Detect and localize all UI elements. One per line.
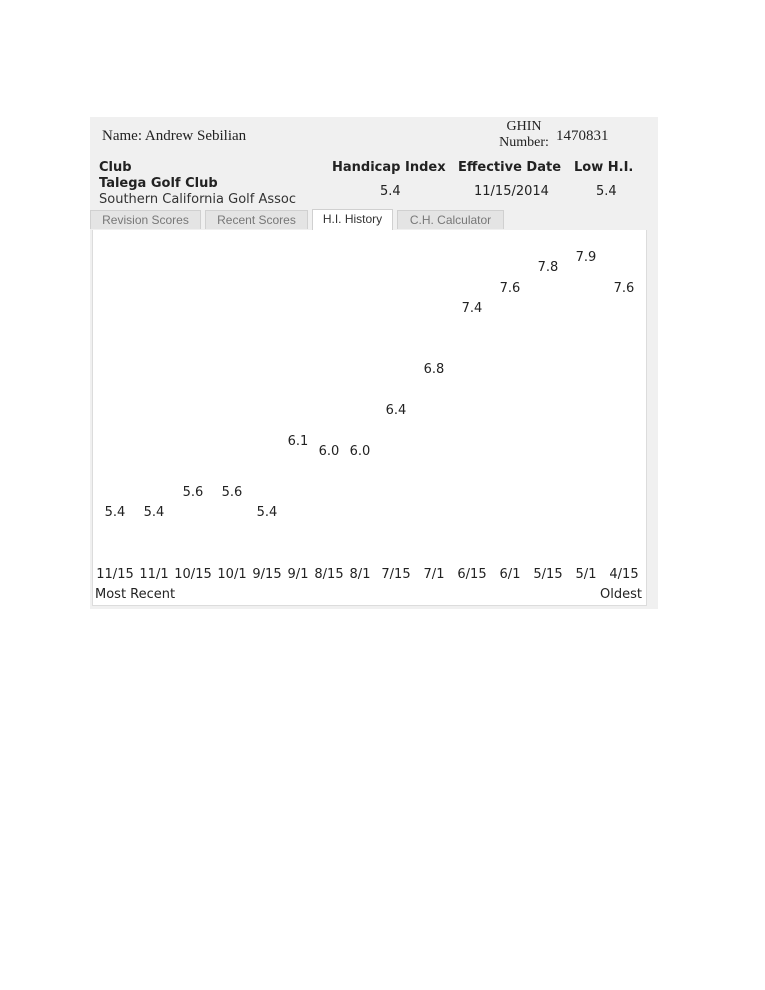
club-name: Talega Golf Club (99, 176, 218, 191)
hi-value-point: 7.4 (461, 301, 483, 316)
hi-value-point: 5.6 (182, 484, 204, 500)
tab-revision-scores[interactable]: Revision Scores (90, 210, 201, 229)
ghin-label (494, 119, 554, 151)
date-label: 7/1 (423, 567, 445, 582)
handicap-panel (90, 117, 658, 609)
low-hi-header: Low H.I. (574, 160, 634, 175)
handicap-index-value: 5.4 (380, 184, 401, 199)
date-label: 9/1 (287, 567, 309, 582)
hi-value-point: 5.4 (256, 505, 278, 520)
hi-value-point: 7.6 (499, 280, 521, 296)
tab-bar (90, 210, 658, 230)
ghin-label-line1: GHIN (506, 119, 542, 134)
date-label: 11/15 (96, 567, 134, 582)
ghin-label-line2: Number: (499, 135, 549, 150)
date-label: 5/15 (533, 567, 563, 582)
date-label: 5/1 (575, 567, 597, 582)
date-label: 10/15 (174, 567, 212, 582)
low-hi-value: 5.4 (596, 184, 617, 199)
date-label: 8/1 (349, 567, 371, 582)
association-name: Southern California Golf Assoc (99, 192, 297, 207)
date-label: 10/1 (217, 567, 247, 582)
date-label: 4/15 (609, 567, 639, 582)
date-label: 7/15 (381, 567, 411, 582)
club-header: Club (99, 160, 132, 175)
hi-value-point: 6.1 (287, 433, 309, 449)
hi-value-point: 6.4 (385, 403, 407, 418)
hi-value-point: 6.0 (349, 443, 371, 459)
date-label: 11/1 (139, 567, 169, 582)
hi-value-point: 5.6 (221, 484, 243, 500)
most-recent-caption: Most Recent (95, 587, 176, 602)
hi-value-point: 7.9 (575, 250, 597, 265)
date-label: 9/15 (252, 567, 282, 582)
player-name-row (102, 128, 246, 145)
hi-value-point: 5.4 (143, 505, 165, 520)
ghin-number: 1470831 (556, 128, 609, 144)
date-label: 6/15 (457, 567, 487, 582)
hi-value-point: 6.0 (318, 443, 340, 459)
hi-value-point: 7.6 (613, 280, 635, 296)
date-label: 6/1 (499, 567, 521, 582)
oldest-caption: Oldest (600, 587, 642, 602)
player-name: Andrew Sebilian (144, 128, 247, 144)
handicap-index-header: Handicap Index (332, 160, 446, 175)
hi-value-point: 5.4 (104, 505, 126, 520)
date-label: 8/15 (314, 567, 344, 582)
hi-history-chart (92, 230, 647, 606)
tab-recent-scores[interactable]: Recent Scores (205, 210, 308, 229)
name-label: Name: (102, 128, 142, 144)
effective-date-value: 11/15/2014 (474, 184, 549, 199)
tab-ch-calculator[interactable]: C.H. Calculator (397, 210, 504, 229)
hi-value-point: 6.8 (423, 362, 445, 378)
hi-value-point: 7.8 (537, 260, 559, 276)
effective-date-header: Effective Date (458, 160, 562, 175)
tab-hi-history[interactable]: H.I. History (312, 209, 393, 230)
